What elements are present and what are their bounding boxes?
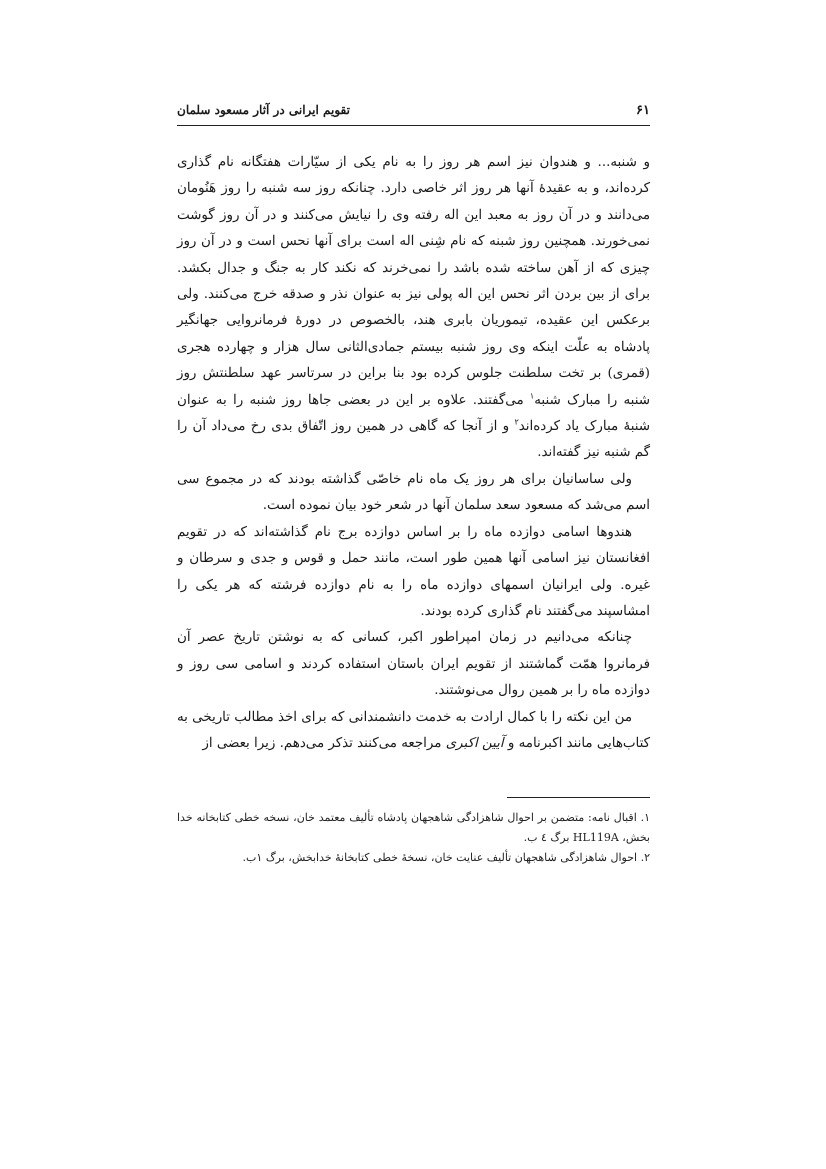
paragraph-text: و شنبه... و هندوان نیز اسم هر روز را به نام یکی از سیّارات هفتگانه نام گذاری کرده‌اند، و به عقیدهٔ آنها هر روز اثر خاصی دارد. چنانکه روز سه شنبه را روز هَنُومان می‌دانند و در آن روز به معبد این اله رفته وی را نیایش می‌کنند و در آن روز گوشت نمی‌خورند. همچنین روز شبنه که نام شِنی اله است برای آنها نحس است و در آن روز چیزی که از آهن ساخته شده باشد را نمی‌خرند که نکند کار به جنگ و جدال بکشد. برای از بین بردن اثر نحس این اله پولی نیز به عنوان نذر و صدقه خرج می‌کنند. ولی برعکس این عقیده، تیموریان بابری هند، بالخصوص در دورهٔ فرمانروایی جهانگیر پادشاه به علّت اینکه وی روز شنبه بیستم جمادی‌الثانی سال هزار و چهارده هجری (قمری) بر تخت سلطنت جلوس کرده بود بنا براین در سرتاسر عهد سلطنتش روز شنبه را مبارک شنبه [177, 155, 650, 408]
paragraph [177, 705, 650, 758]
paragraph: هندوها اسامی دوازده ماه را بر اساس دوازده برج نام گذاشته‌اند که در تقویم افغانستان نیز اسامی آنها همین طور است، مانند حمل و قوس و جدی و سرطان و غیره. ولی ایرانیان اسمهای دوازده ماه را به نام دوازده فرشته که هر یکی را امشاسپند می‌گفتند نام گذاری کرده بودند. [177, 524, 650, 619]
body-text [177, 150, 650, 757]
paragraph [177, 150, 650, 467]
paragraph-text: و از آنجا که گاهی در همین روز اتّفاق بدی رخ می‌داد آن را گم شنبه نیز گفته‌اند. [177, 419, 650, 461]
paragraph: ولی ساسانیان برای هر روز یک ماه نام خاصّی گذاشته بودند که در مجموع سی اسم می‌شد که مسعود سعد سلمان آنها در شعر خود بیان نموده است. [177, 471, 650, 514]
paragraph-text: می‌گفتند. علاوه بر این در بعضی جاها روز شنبه را به عنوان شنبهٔ مبارک یاد کرده‌اند [177, 392, 651, 435]
footnotes [177, 808, 650, 868]
running-title: تقویم ایرانی در آثار مسعود سلمان [177, 103, 350, 117]
footnote-mark: ۲ [514, 417, 519, 427]
book-title: آیین اکبری [445, 735, 504, 751]
paragraph-text: مراجعه می‌کنند تذکر می‌دهم. زیرا بعضی از [202, 735, 446, 751]
footnote: ۲. احوال شاهزادگی شاهجهان تألیف عنایت خان، نسخهٔ خطی کتابخانهٔ خدابخش، برگ ۱ب. [242, 851, 650, 864]
paragraph: چنانکه می‌دانیم در زمان امپراطور اکبر، کسانی که به نوشتن تاریخ عصر آن فرمانروا همّت گماشتند از تقویم ایران باستان استفاده کردند و اسامی سی روز و دوازده ماه را بر همین روال می‌نوشتند. [177, 630, 650, 699]
footnote-mark: ۱ [529, 391, 535, 401]
paragraph-text: من این نکته را با کمال ارادت به خدمت دانشمندانی که برای اخذ مطالب تاریخی به کتاب‌هایی مانند اکبرنامه و [177, 709, 650, 751]
page-header [177, 103, 650, 126]
footnote: ۱. اقبال نامه: متضمن بر احوال شاهزادگی شاهجهان پادشاه تألیف معتمد خان، نسخه خطی کتابخانه خدا بخش، HL119A برگ ٤ ب. [177, 811, 650, 844]
page-number: ۶۱ [636, 103, 650, 118]
footnote-divider [507, 797, 650, 798]
